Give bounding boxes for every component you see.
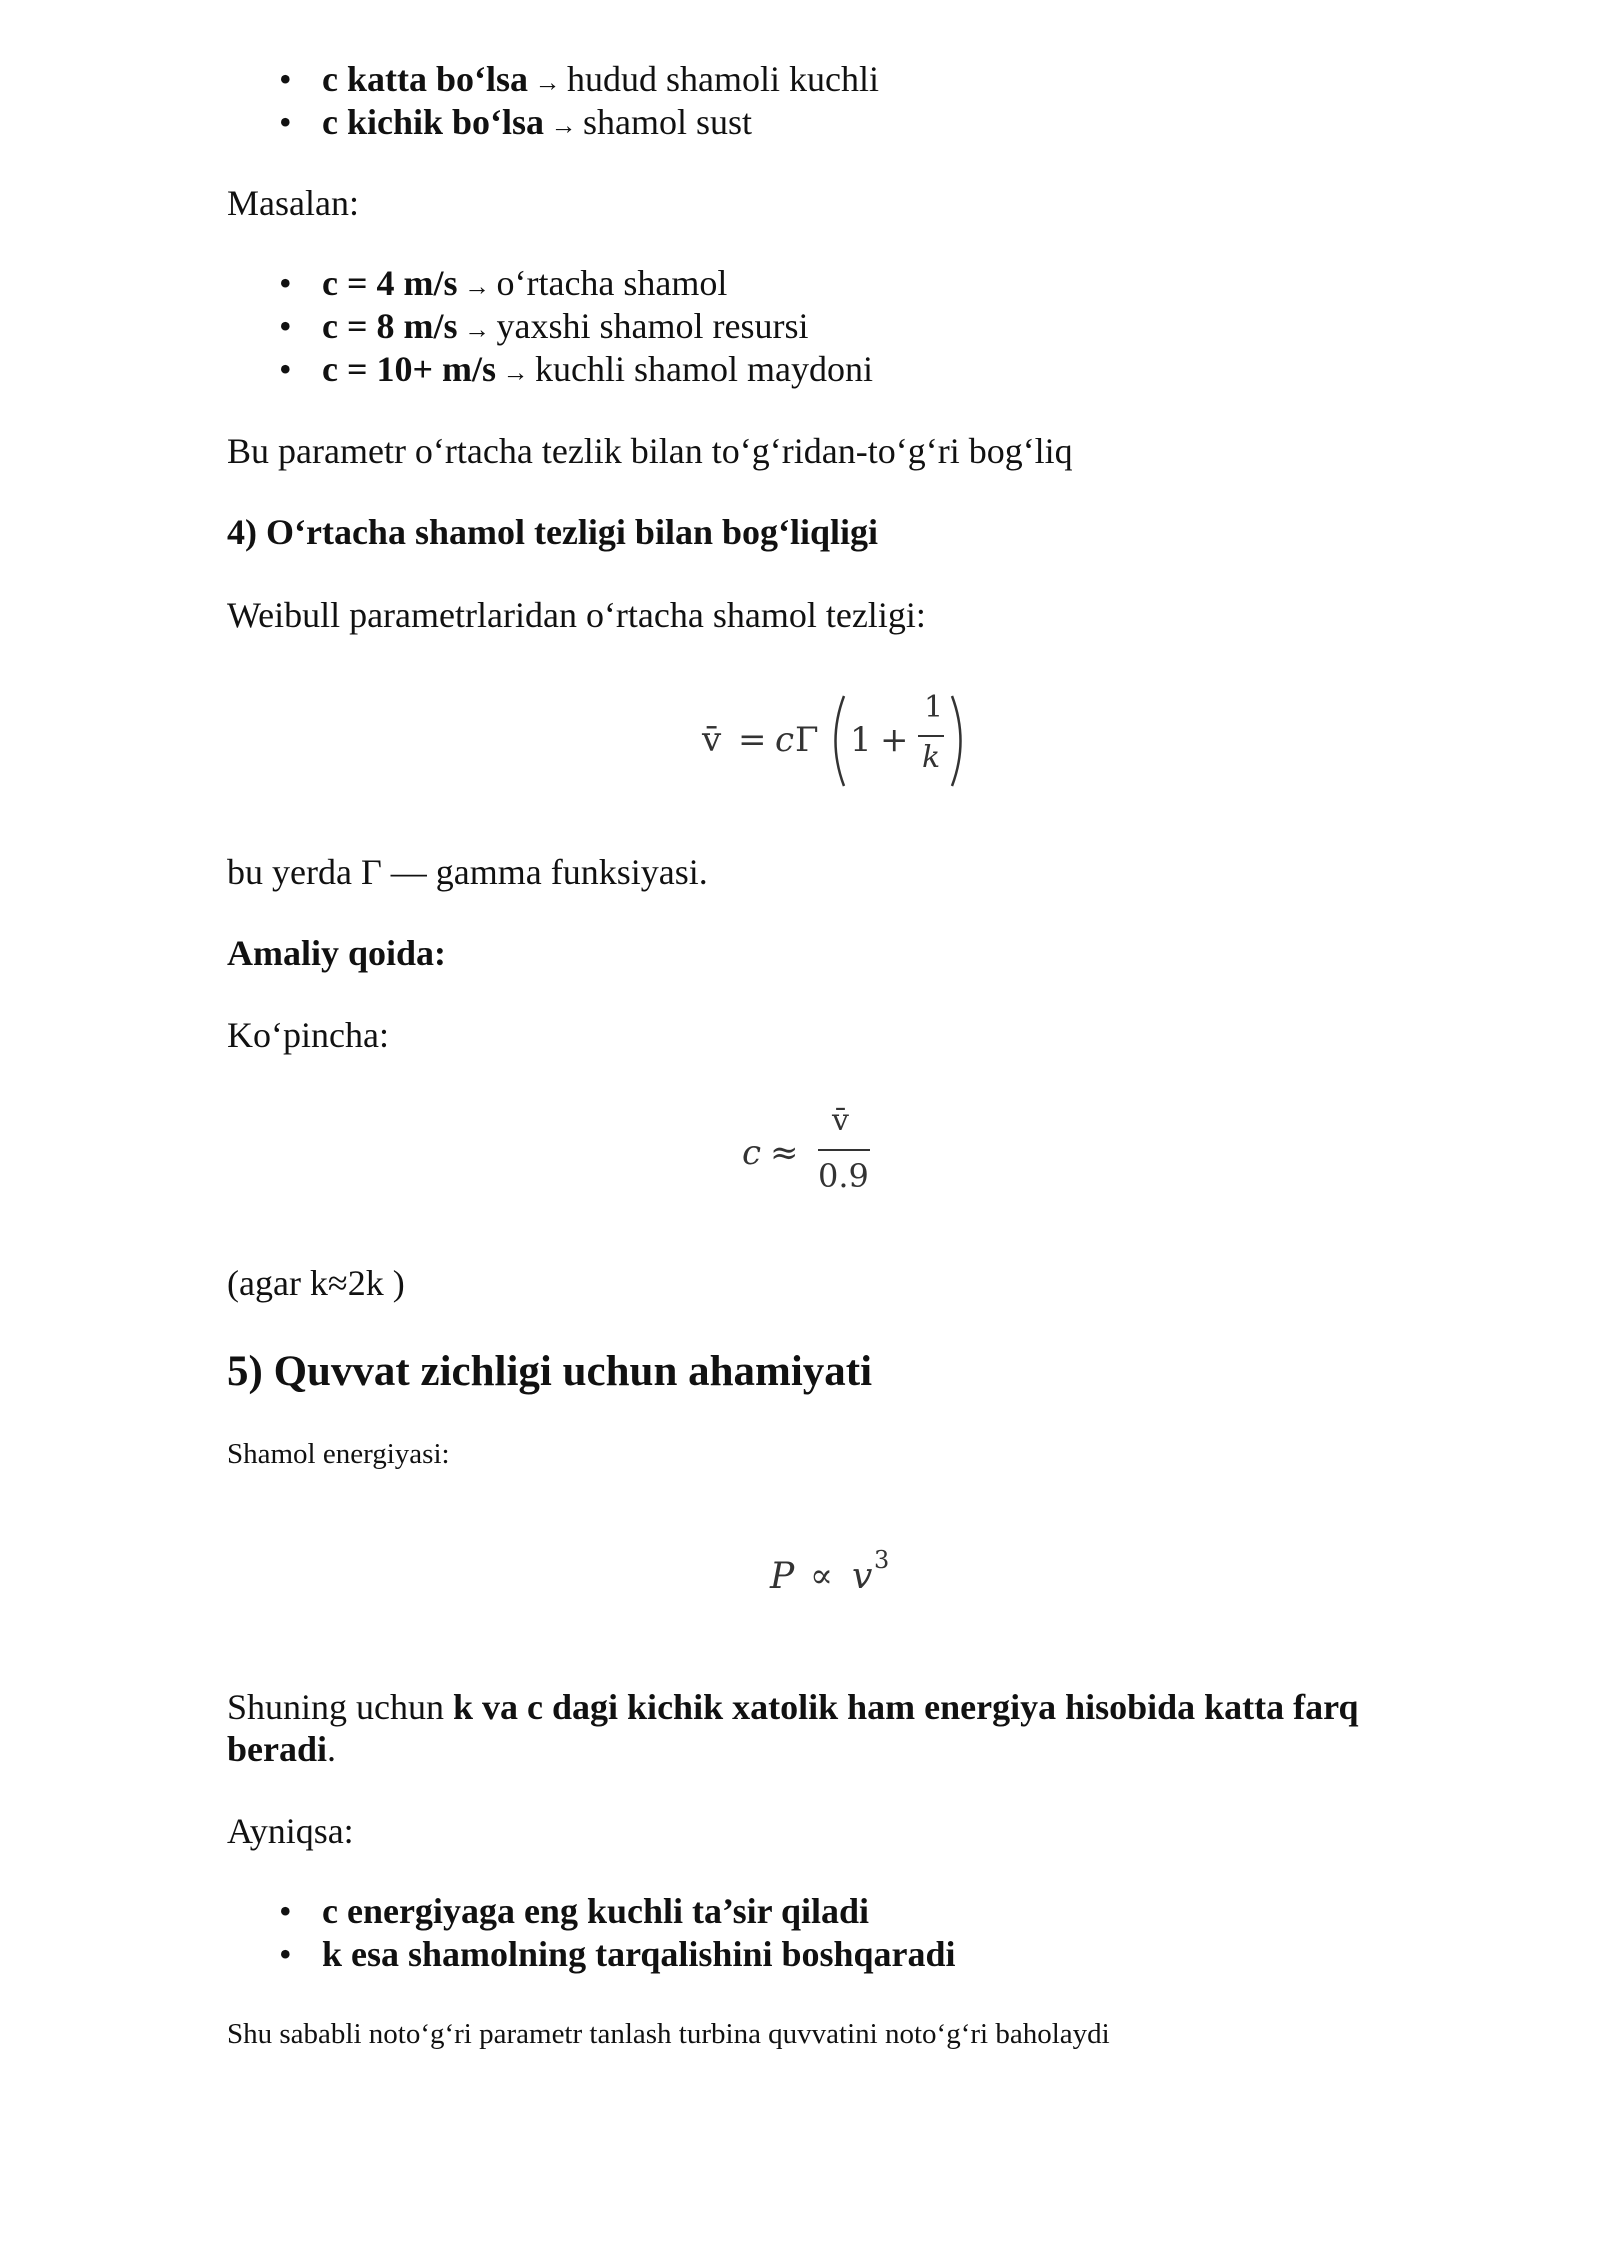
rule-heading: Amaliy qoida: bbox=[227, 933, 447, 973]
list-item: • c = 4 m/s → o‘rtacha shamol bbox=[279, 263, 728, 303]
list-item: • k esa shamolning tarqalishini boshqaradi bbox=[279, 1934, 956, 1974]
list-item: • c kichik bo‘lsa → shamol sust bbox=[279, 102, 753, 142]
list-item: • c = 10+ m/s → kuchli shamol maydoni bbox=[279, 349, 873, 389]
bullet-icon: • bbox=[279, 306, 292, 346]
bullet-list-examples bbox=[227, 262, 873, 391]
bullet-list-final bbox=[227, 1890, 956, 1976]
bullet-icon: • bbox=[279, 102, 292, 142]
fraction-bar bbox=[918, 735, 944, 737]
equation-c-approx: c ≈ v̄ 0.9 bbox=[742, 1103, 869, 1195]
list-item: • c = 8 m/s → yaxshi shamol resursi bbox=[279, 306, 809, 346]
section-heading-5: 5) Quvvat zichligi uchun ahamiyati bbox=[227, 1348, 873, 1395]
paragraph-masalan: Masalan: bbox=[227, 183, 359, 223]
equation-power: P ∝ v 3 bbox=[770, 1546, 890, 1597]
paragraph-shuning: Shuning uchun k va c dagi kichik xatolik ham energiya hisobida katta farq beradi. bbox=[227, 1687, 1359, 1769]
left-paren bbox=[824, 694, 848, 788]
paragraph-agar: (agar k≈2k ) bbox=[227, 1263, 405, 1303]
paragraph-last: Shu sababli noto‘g‘ri parametr tanlash turbina quvvatini noto‘g‘ri baholaydi bbox=[227, 2018, 1110, 2050]
bullet-icon: • bbox=[279, 263, 292, 303]
paragraph-energy: Shamol energiyasi: bbox=[227, 1438, 450, 1470]
list-item: • c katta bo‘lsa → hudud shamoli kuchli bbox=[279, 59, 879, 99]
section-heading-4: 4) O‘rtacha shamol tezligi bilan bog‘liqligi bbox=[227, 512, 879, 552]
bullet-icon: • bbox=[279, 1934, 292, 1974]
paragraph-gamma: bu yerda Γ — gamma funksiyasi. bbox=[227, 852, 708, 892]
bullet-icon: • bbox=[279, 59, 292, 99]
paragraph-weibull: Weibull parametrlaridan o‘rtacha shamol tezligi: bbox=[227, 595, 926, 635]
paragraph-ayniqsa: Ayniqsa: bbox=[227, 1811, 354, 1851]
equation-mean-speed: v̄ = c Γ 1 + 1 k bbox=[700, 690, 1000, 800]
list-item: • c energiyaga eng kuchli ta’sir qiladi bbox=[279, 1891, 870, 1931]
paragraph-parameter: Bu parametr o‘rtacha tezlik bilan to‘g‘ridan-to‘g‘ri bog‘liq bbox=[227, 431, 1073, 471]
right-paren bbox=[948, 694, 972, 788]
bullet-list-c-size bbox=[227, 58, 879, 144]
bullet-icon: • bbox=[279, 349, 292, 389]
paragraph-kopincha: Ko‘pincha: bbox=[227, 1015, 389, 1055]
fraction-bar bbox=[818, 1149, 870, 1151]
bullet-icon: • bbox=[279, 1891, 292, 1931]
